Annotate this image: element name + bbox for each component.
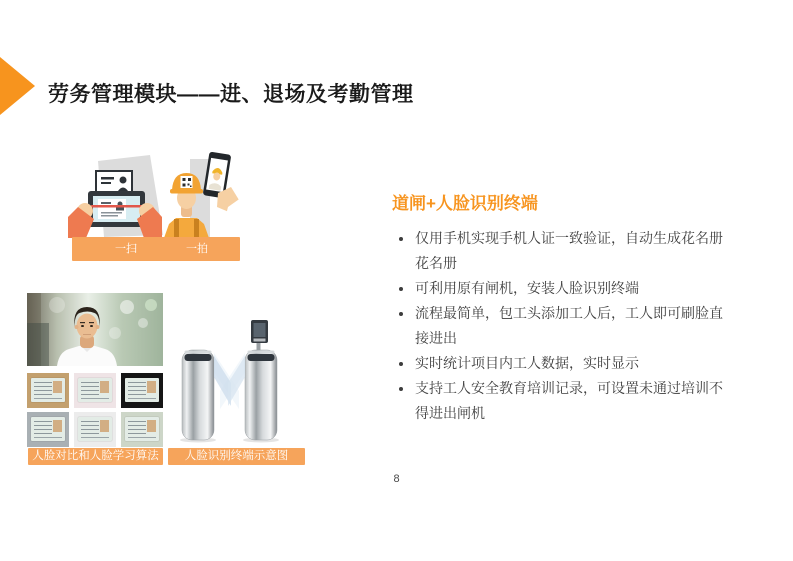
bullet-text: 得进出闸机: [415, 405, 485, 421]
face-terminal-device: [251, 320, 268, 353]
bullet-text: 流程最简单，包工头添加工人后，工人即可刷脸直: [415, 305, 723, 321]
title-arrow-icon: [0, 57, 36, 115]
id-card-photo: [121, 373, 163, 408]
bullet-text: 实时统计项目内工人数据，实时显示: [415, 355, 639, 371]
figure-caption: 人脸识别终端示意图: [168, 448, 305, 465]
figure-scan-photo: [68, 145, 245, 262]
turnstile-illustration: [168, 293, 305, 443]
bullet-item: [392, 276, 738, 301]
portrait-photo: [27, 293, 163, 366]
bullet-dot-icon: [399, 387, 403, 391]
bullet-dot-icon: [399, 287, 403, 291]
bullet-text: 花名册: [415, 255, 457, 271]
bullet-dot-icon: [399, 312, 403, 316]
id-card-photo: [121, 412, 163, 447]
figure-caption: 人脸对比和人脸学习算法: [28, 448, 163, 465]
id-card-photo: [27, 412, 69, 447]
id-card-photo: [74, 412, 116, 447]
content-heading: 道闸+人脸识别终端: [392, 194, 538, 213]
bullet-dot-icon: [399, 362, 403, 366]
id-card-photo: [27, 373, 69, 408]
banner-label-scan: 一扫: [115, 243, 137, 255]
bullet-item: [392, 226, 738, 276]
bullet-list: [392, 226, 738, 426]
page-number: 8: [393, 473, 400, 485]
id-cards-grid: [27, 373, 163, 447]
id-card-photo: [74, 373, 116, 408]
tablet-graphic: [88, 191, 145, 227]
bullet-item: [392, 376, 738, 426]
bullet-text: 接进出: [415, 330, 457, 346]
figure-terminal: [168, 293, 305, 472]
bullet-text: 支持工人安全教育培训记录，可设置未通过培训不: [415, 380, 723, 396]
bullet-text: 仅用手机实现手机人证一致验证，自动生成花名册: [415, 230, 723, 246]
banner: [72, 237, 240, 261]
bullet-item: [392, 351, 738, 376]
page-title: 劳务管理模块——进、退场及考勤管理: [48, 83, 414, 106]
bullet-text: 可利用原有闸机，安装人脸识别终端: [415, 280, 639, 296]
content-panel: [392, 189, 738, 426]
banner-label-photo: 一拍: [186, 243, 208, 255]
figure-face-algorithm: [27, 293, 163, 472]
bullet-item: [392, 301, 738, 351]
bullet-dot-icon: [399, 237, 403, 241]
